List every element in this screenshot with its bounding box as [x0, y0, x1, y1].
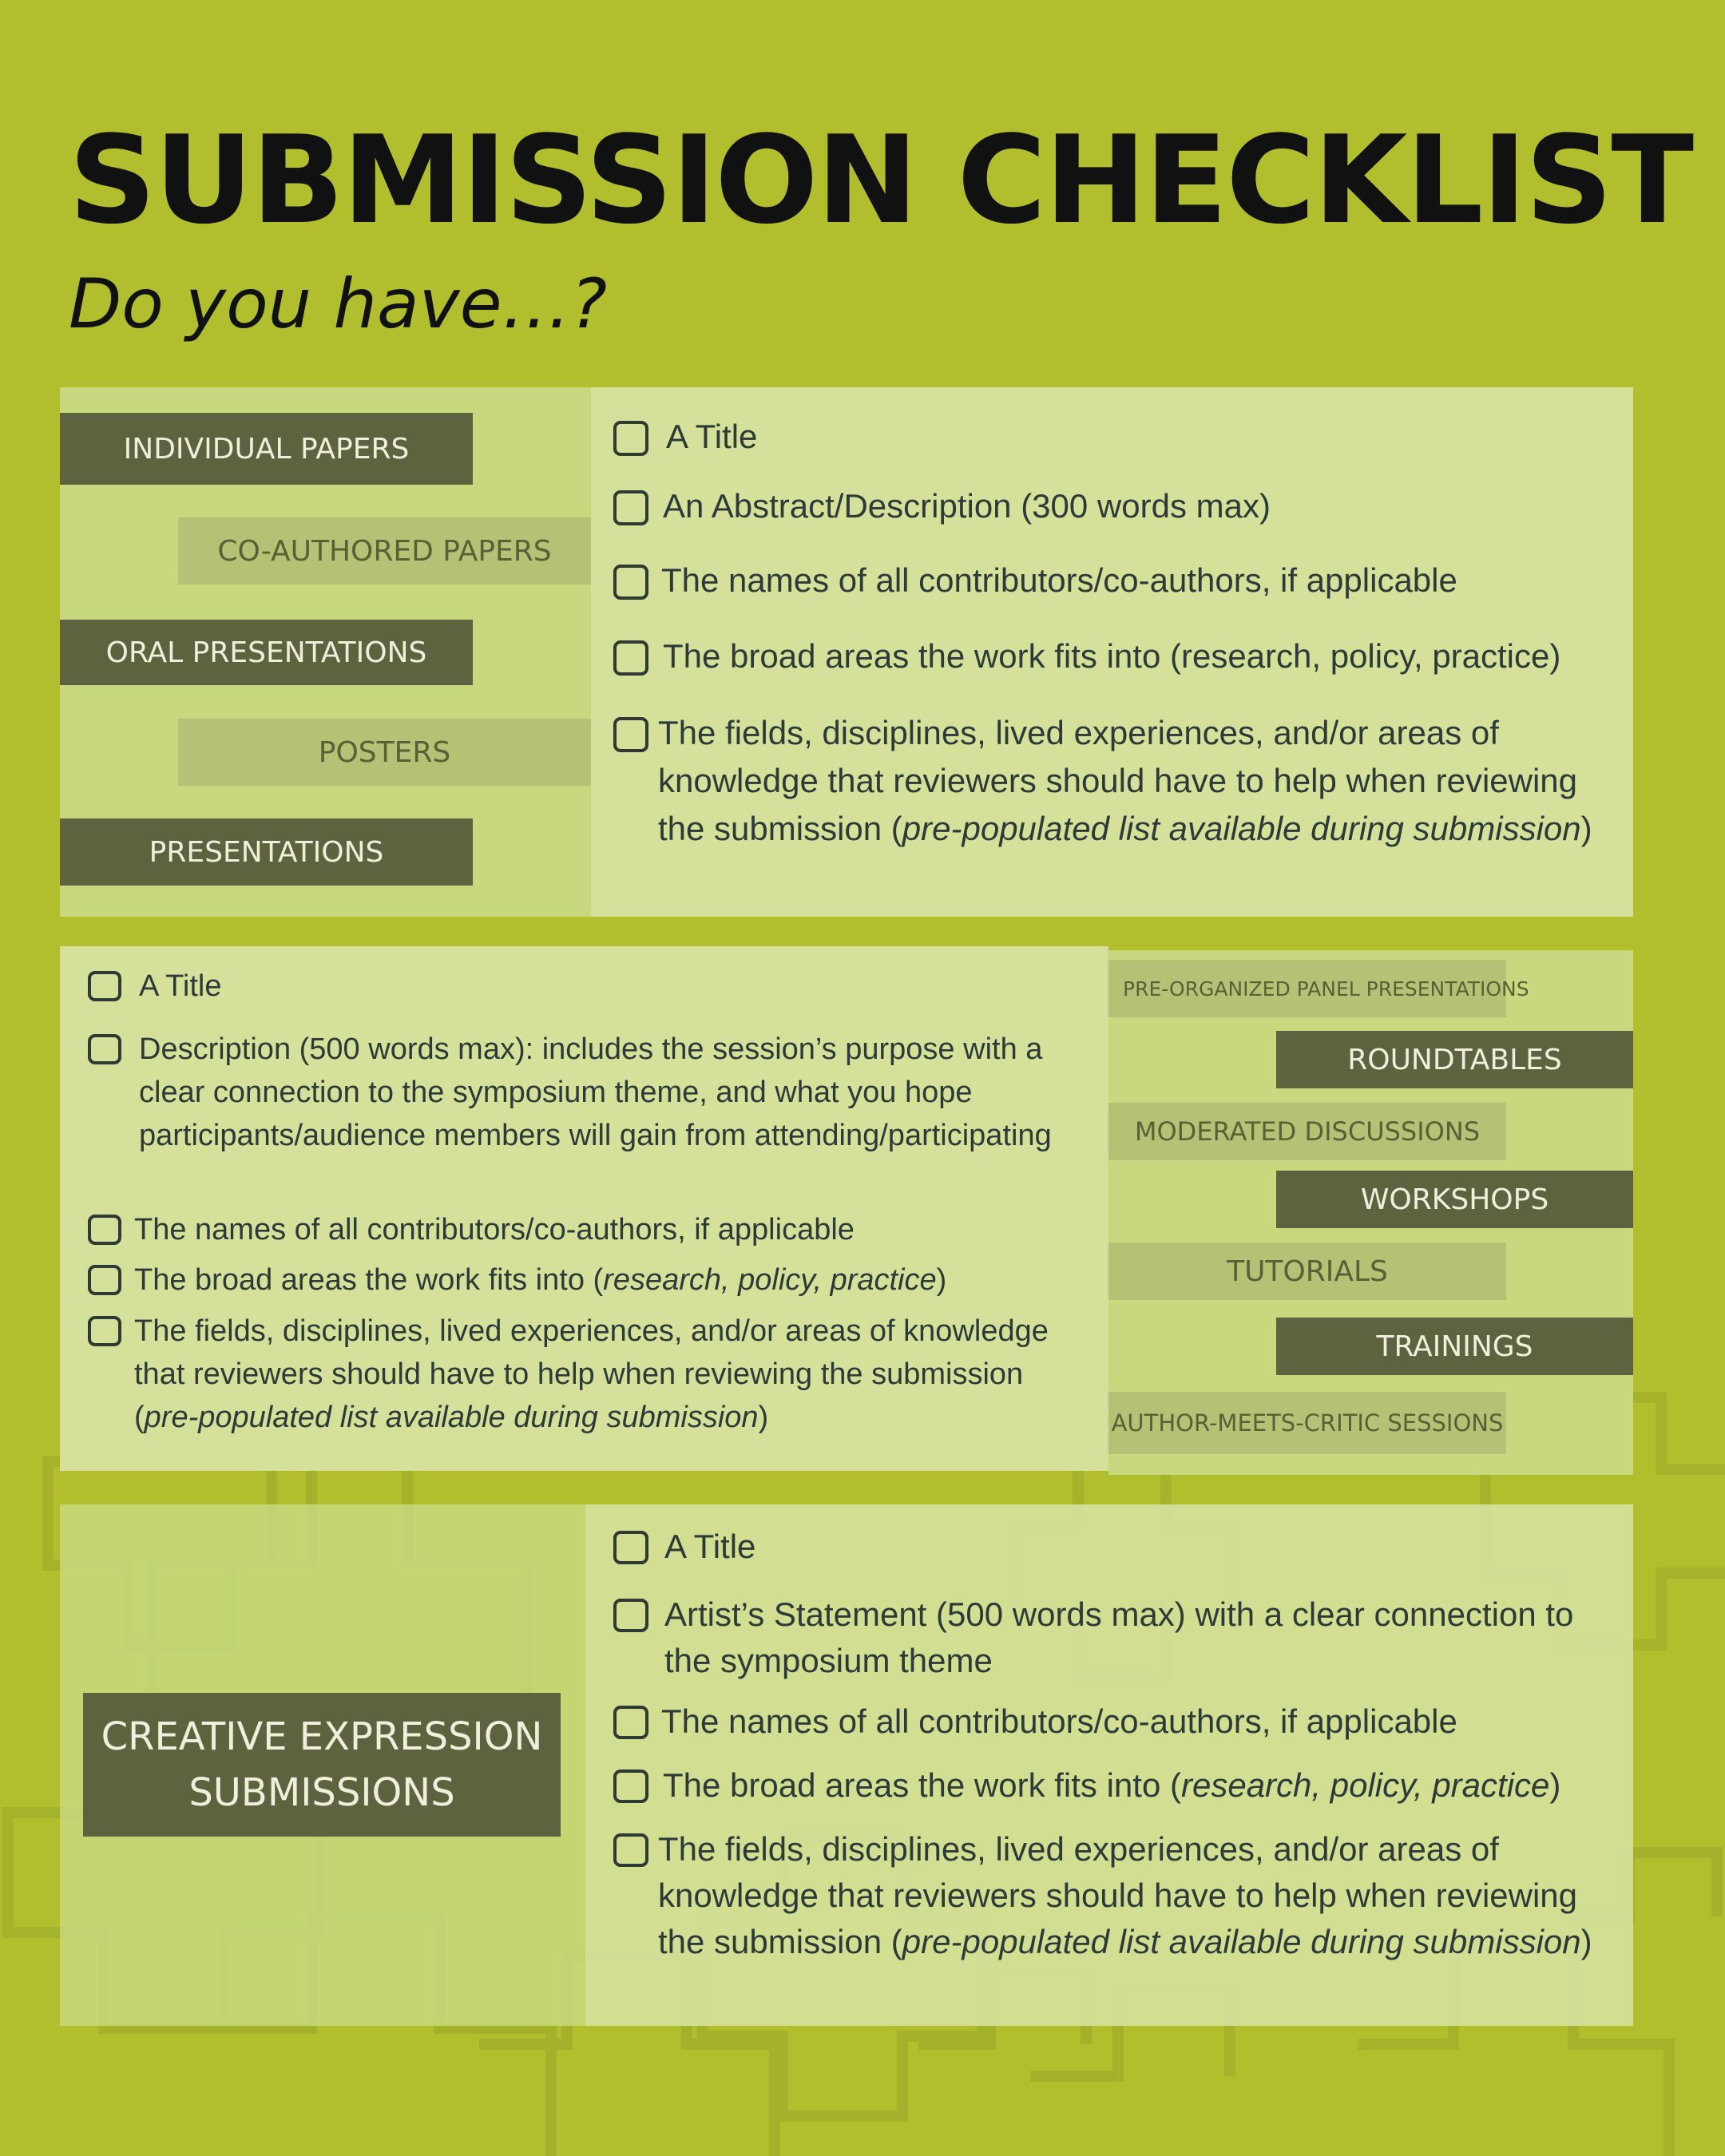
section1-checklist-item: The fields, disciplines, lived experiences, and/or areas of knowledge that reviewers should have to help when reviewing the submission (pre-populated list available during submission)	[613, 709, 1612, 853]
tag-workshops: WORKSHOPS	[1276, 1171, 1633, 1228]
section3-checklist-item: The broad areas the work fits into (research, policy, practice)	[613, 1762, 1620, 1809]
checkbox-icon[interactable]	[88, 1034, 121, 1064]
section3-checklist-item: A Title	[613, 1524, 1620, 1570]
tag-pre-organized-panel-presentations: PRE-ORGANIZED PANEL PRESENTATIONS	[1108, 960, 1506, 1017]
section2-checklist-item: The names of all contributors/co-authors, if applicable	[88, 1208, 1086, 1251]
tag-individual-papers: INDIVIDUAL PAPERS	[60, 413, 473, 485]
checkbox-icon[interactable]	[613, 421, 648, 456]
section1-checklist-item: A Title	[613, 413, 1620, 461]
checkbox-icon[interactable]	[613, 1531, 648, 1564]
section1-checklist-item: The names of all contributors/co-authors, if applicable	[613, 557, 1620, 604]
section3-checklist-item: The fields, disciplines, lived experiences, and/or areas of knowledge that reviewers should have to help when reviewing the submission (pre-populated list available during submission)	[613, 1826, 1604, 1965]
checkbox-icon[interactable]	[613, 640, 648, 676]
checkbox-icon[interactable]	[613, 717, 648, 752]
tag-co-authored-papers: CO-AUTHORED PAPERS	[178, 517, 591, 585]
page-title: SUBMISSION CHECKLIST	[69, 109, 1693, 251]
tag-trainings: TRAININGS	[1276, 1318, 1633, 1375]
page-subtitle: Do you have…?	[69, 264, 608, 344]
section1-checklist-item: The broad areas the work fits into (research, policy, practice)	[613, 632, 1628, 680]
checkbox-icon[interactable]	[613, 1770, 648, 1803]
section3-checklist-item: Artist’s Statement (500 words max) with a clear connection to the symposium theme	[613, 1591, 1604, 1684]
tag-roundtables: ROUNDTABLES	[1276, 1031, 1633, 1088]
tag-posters: POSTERS	[178, 719, 591, 786]
section1-checklist-item: An Abstract/Description (300 words max)	[613, 482, 1620, 530]
checkbox-icon[interactable]	[613, 1706, 648, 1739]
checkbox-icon[interactable]	[88, 1265, 121, 1295]
section3-checklist-item: The names of all contributors/co-authors, if applicable	[613, 1698, 1620, 1745]
tag-moderated-discussions: MODERATED DISCUSSIONS	[1108, 1103, 1506, 1160]
checkbox-icon[interactable]	[88, 1316, 121, 1346]
section2-checklist-item: Description (500 words max): includes the session’s purpose with a clear connection to the symposium theme, and what you hope participants/audience members will gain from attending/participating	[88, 1028, 1086, 1157]
tag-oral-presentations: ORAL PRESENTATIONS	[60, 620, 473, 685]
checkbox-icon[interactable]	[88, 971, 121, 1001]
tag-presentations: PRESENTATIONS	[60, 818, 473, 886]
checkbox-icon[interactable]	[613, 1833, 648, 1867]
checkbox-icon[interactable]	[613, 490, 648, 525]
section2-checklist-item: The broad areas the work fits into (research, policy, practice)	[88, 1258, 1086, 1302]
checkbox-icon[interactable]	[88, 1215, 121, 1245]
tag-tutorials: TUTORIALS	[1108, 1242, 1506, 1300]
section2-checklist-item: The fields, disciplines, lived experiences, and/or areas of knowledge that reviewers should have to help when reviewing the submission (pre-populated list available during submission)	[88, 1310, 1086, 1439]
checkbox-icon[interactable]	[613, 1599, 648, 1632]
section2-checklist-item: A Title	[88, 965, 1086, 1008]
tag-creative-expression-submissions: CREATIVE EXPRESSION SUBMISSIONS	[83, 1693, 561, 1837]
tag-author-meets-critic-sessions: AUTHOR-MEETS-CRITIC SESSIONS	[1108, 1392, 1506, 1454]
checkbox-icon[interactable]	[613, 565, 648, 600]
